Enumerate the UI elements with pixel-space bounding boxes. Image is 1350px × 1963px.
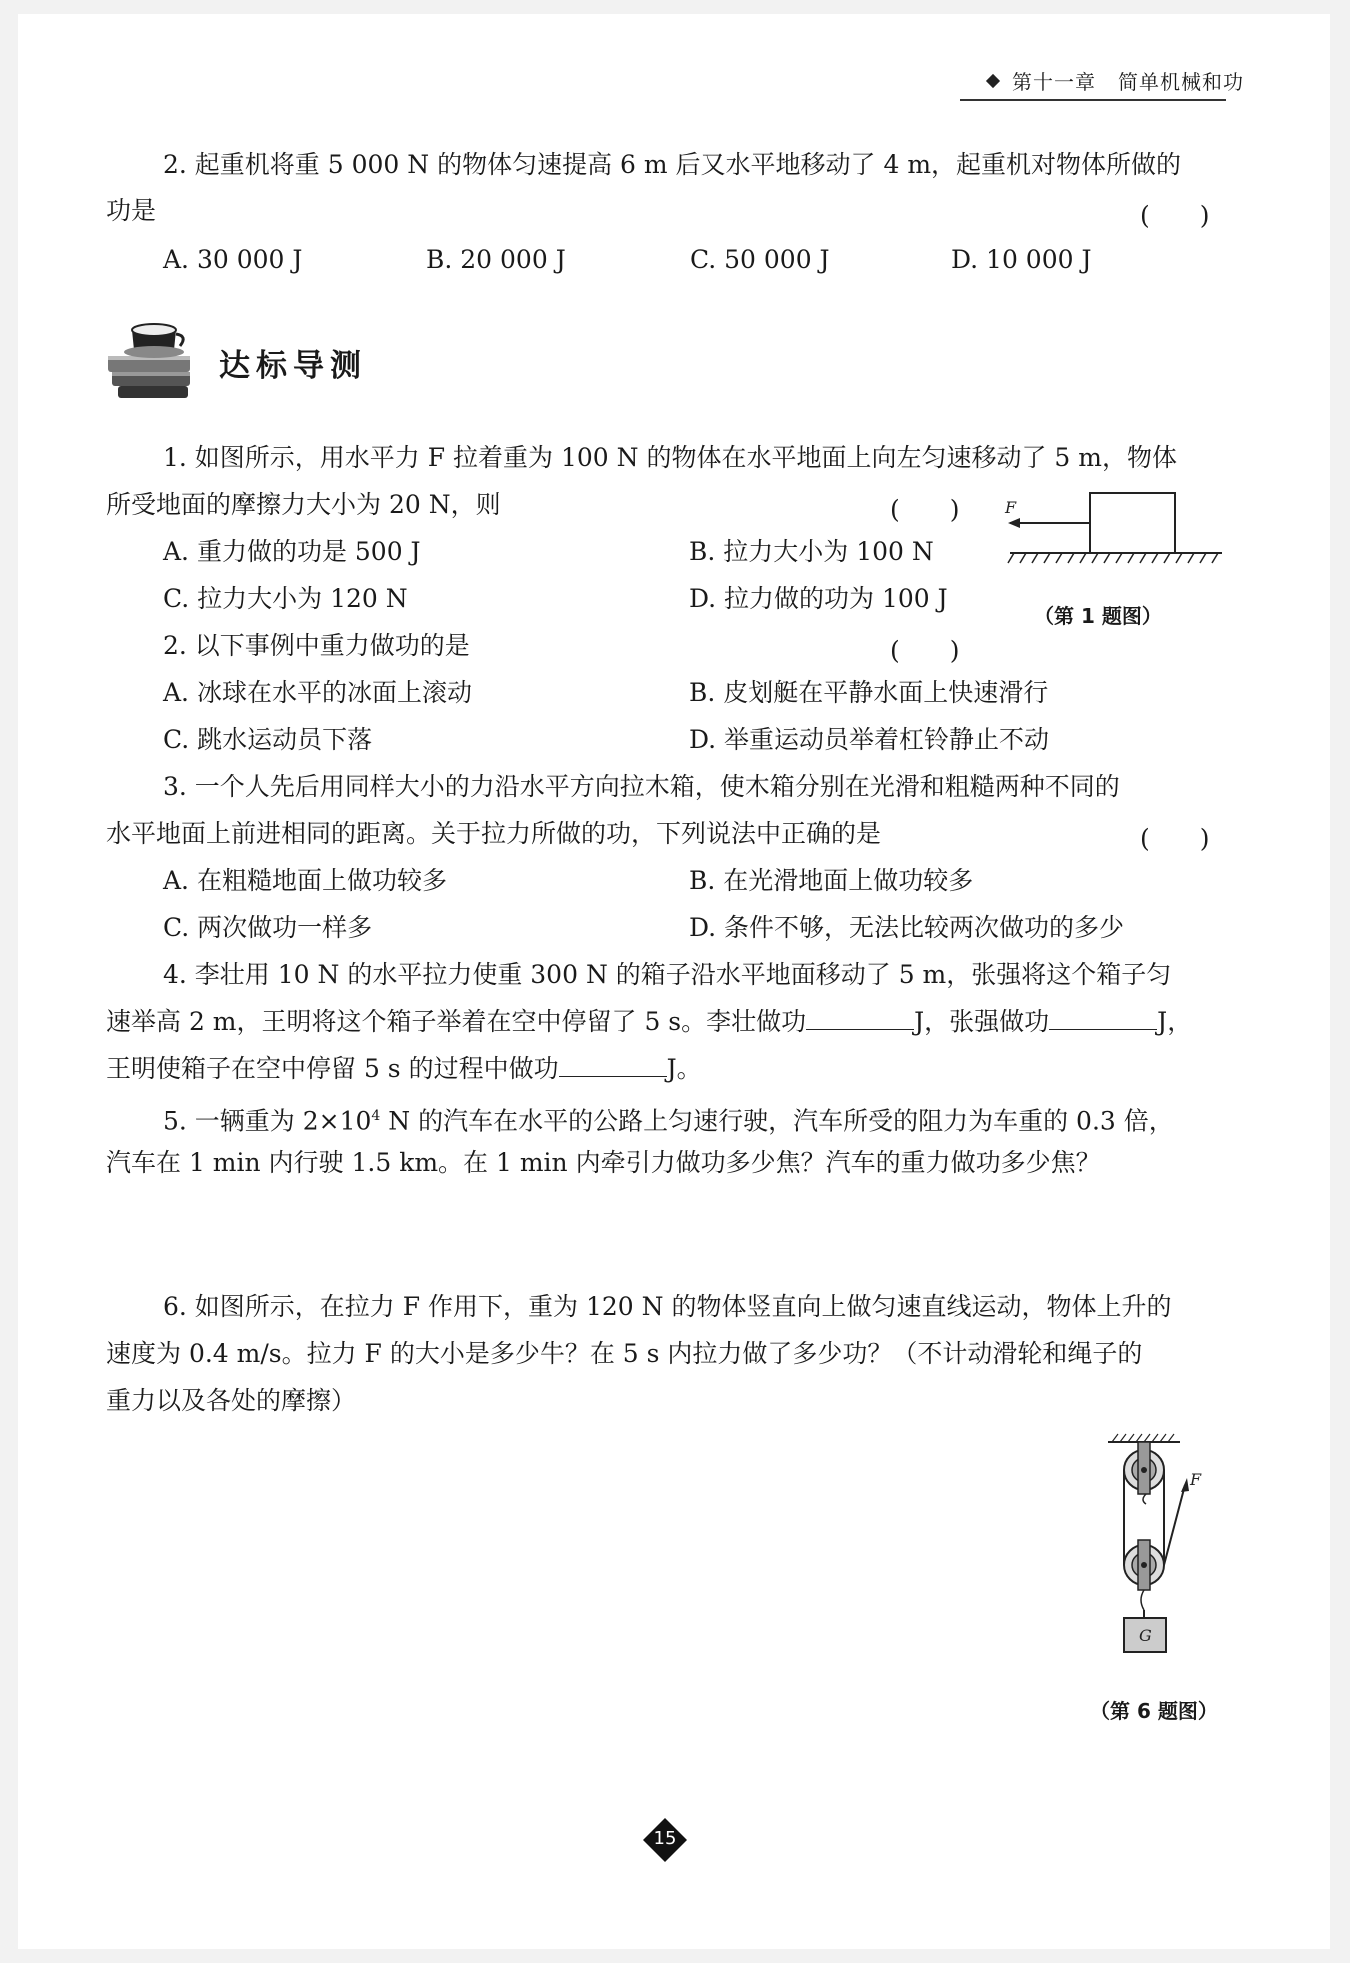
answer-blank[interactable] <box>1049 1007 1157 1030</box>
q2-option-d: D. 举重运动员举着杠铃静止不动 <box>689 725 1050 754</box>
option-b: B. 20 000 J <box>426 245 566 274</box>
q2-option-a: A. 冰球在水平的冰面上滚动 <box>163 678 472 707</box>
option-c: C. 50 000 J <box>690 245 830 274</box>
q1-option-a: A. 重力做的功是 500 J <box>163 537 421 566</box>
q1-caption: （第 1 题图） <box>1034 604 1162 628</box>
answer-blank[interactable] <box>806 1007 914 1030</box>
pulley-figure <box>1090 1430 1210 1680</box>
page-number: 15 <box>653 1828 677 1849</box>
q5-stem-1 <box>163 1101 1174 1136</box>
q4-text: J。 <box>666 1054 702 1083</box>
q6-caption: （第 6 题图） <box>1090 1699 1218 1723</box>
q5-stem-2: 汽车在 1 min 内行驶 1.5 km。在 1 min 内牵引力做功多少焦？汽车的重力做功多少焦？ <box>106 1148 1101 1177</box>
force-label: F <box>1005 498 1017 517</box>
answer-blank[interactable] <box>559 1054 667 1077</box>
header-rule <box>960 99 1226 101</box>
q1-option-d: D. 拉力做的功为 100 J <box>689 584 948 613</box>
answer-paren: ( ) <box>1140 824 1210 853</box>
q5-exponent: 4 <box>371 1108 381 1124</box>
chapter-header <box>988 66 1244 95</box>
q3-stem-2: 水平地面上前进相同的距离。关于拉力所做的功，下列说法中正确的是 <box>106 819 882 848</box>
q3-option-c: C. 两次做功一样多 <box>163 913 373 942</box>
q3-stem-1: 3. 一个人先后用同样大小的力沿水平方向拉木箱，使木箱分别在光滑和粗糙两种不同的 <box>163 772 1120 801</box>
q3-option-b: B. 在光滑地面上做功较多 <box>689 866 974 895</box>
q2-stem: 2. 以下事例中重力做功的是 <box>163 631 470 660</box>
q3-option-d: D. 条件不够，无法比较两次做功的多少 <box>689 913 1125 942</box>
q4-stem-1: 4. 李壮用 10 N 的水平拉力使重 300 N 的箱子沿水平地面移动了 5 m，张强将这个箱子匀 <box>163 960 1172 989</box>
option-d: D. 10 000 J <box>951 245 1092 274</box>
q1-stem-2: 所受地面的摩擦力大小为 20 N，则 <box>106 490 501 519</box>
answer-paren: ( ) <box>890 495 960 524</box>
q4-stem-2 <box>106 1007 1192 1037</box>
q4-text: J，张强做功 <box>914 1007 1050 1036</box>
q3-option-a: A. 在粗糙地面上做功较多 <box>163 866 447 895</box>
chapter-title: 简单机械和功 <box>1118 70 1244 94</box>
q1-option-b: B. 拉力大小为 100 N <box>689 537 934 566</box>
pre-question-stem-2: 功是 <box>106 196 157 225</box>
q1-stem-1: 1. 如图所示，用水平力 F 拉着重为 100 N 的物体在水平地面上向左匀速移动了 5 m，物体 <box>163 443 1177 472</box>
q4-text: 速举高 2 m，王明将这个箱子举着在空中停留了 5 s。李壮做功 <box>106 1007 807 1036</box>
chapter-number: 第十一章 <box>1012 70 1096 94</box>
weight-label: G <box>1139 1626 1152 1645</box>
answer-paren: ( ) <box>1140 201 1210 230</box>
q4-text: 王明使箱子在空中停留 5 s 的过程中做功 <box>106 1054 559 1083</box>
diamond-icon <box>986 73 1000 87</box>
section-title: 达标导测 <box>219 348 367 384</box>
q1-figure <box>1000 485 1230 565</box>
q1-option-c: C. 拉力大小为 120 N <box>163 584 408 613</box>
pre-question-stem-1: 2. 起重机将重 5 000 N 的物体匀速提高 6 m 后又水平地移动了 4 m，起重机对物体所做的 <box>163 150 1182 179</box>
q4-stem-3 <box>106 1054 702 1084</box>
q6-stem-1: 6. 如图所示，在拉力 F 作用下，重为 120 N 的物体竖直向上做匀速直线运动，物体上升的 <box>163 1292 1172 1321</box>
q6-stem-2: 速度为 0.4 m/s。拉力 F 的大小是多少牛？在 5 s 内拉力做了多少功？（不计动滑轮和绳子的 <box>106 1339 1143 1368</box>
q2-option-c: C. 跳水运动员下落 <box>163 725 373 754</box>
page-number-badge <box>641 1816 689 1864</box>
answer-paren: ( ) <box>890 636 960 665</box>
q2-option-b: B. 皮划艇在平静水面上快速滑行 <box>689 678 1049 707</box>
force-label: F <box>1190 1470 1202 1489</box>
books-cup-icon <box>104 310 200 406</box>
q5-text: N 的汽车在水平的公路上匀速行驶，汽车所受的阻力为车重的 0.3 倍， <box>380 1106 1174 1136</box>
q5-text: 5. 一辆重为 2×10 <box>163 1106 372 1136</box>
q6-stem-3: 重力以及各处的摩擦） <box>106 1386 357 1415</box>
q4-text: J， <box>1157 1007 1193 1036</box>
option-a: A. 30 000 J <box>163 245 303 274</box>
